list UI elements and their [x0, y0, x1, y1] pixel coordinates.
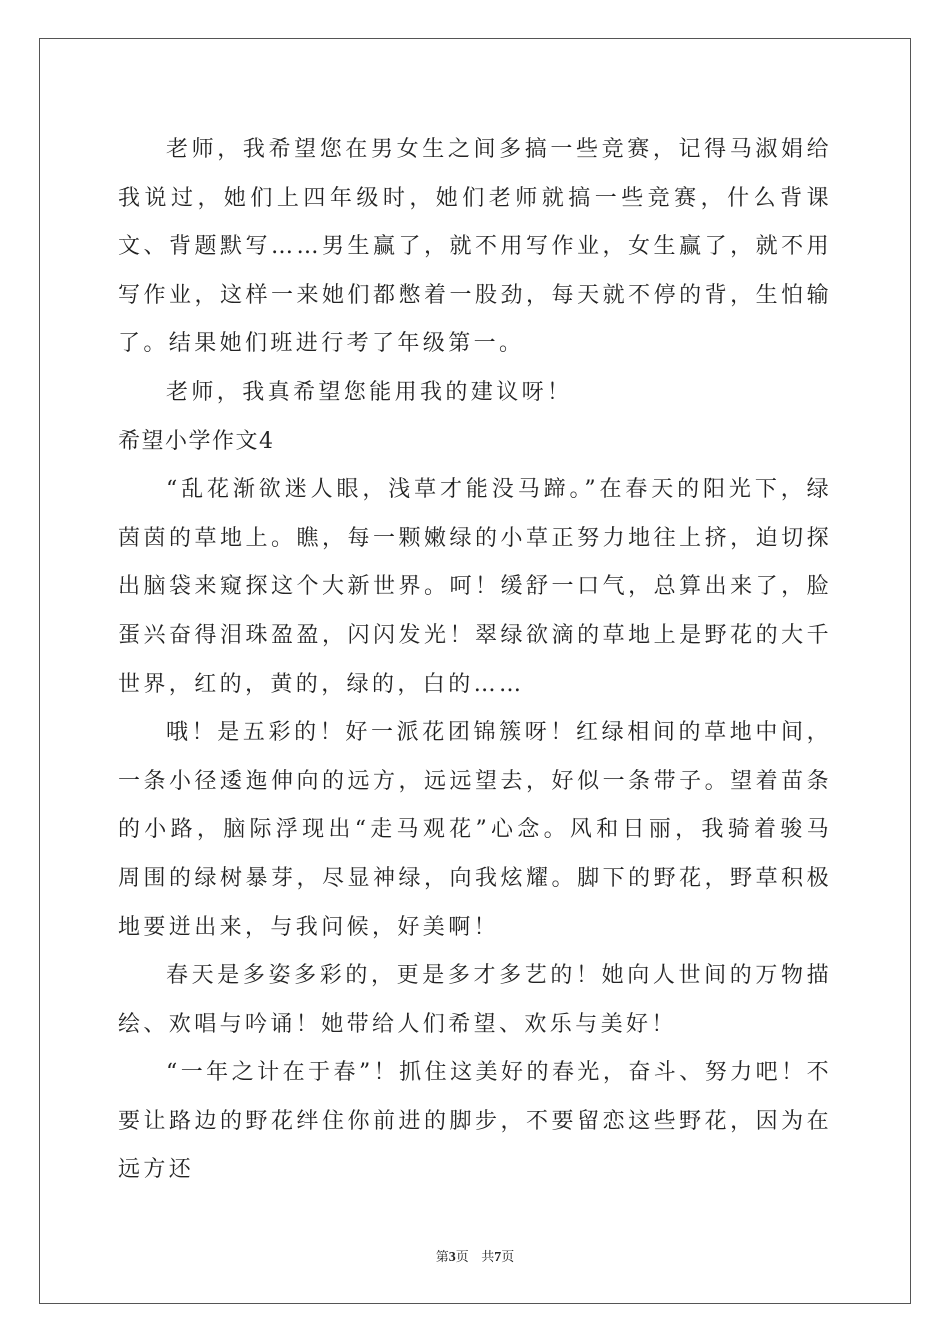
- paragraph: 哦！是五彩的！好一派花团锦簇呀！红绿相间的草地中间，一条小径逶迤伸向的远方，远远望去，好似一条带子。望着苗条的小路，脑际浮现出“走马观花”心念。风和日丽，我骑着骏马周围的绿树暴芽，尽显神绿，向我炫耀。脚下的野花，野草积极地要迸出来，与我问候，好美啊！: [118, 720, 832, 940]
- paragraph: “一年之计在于春”！抓住这美好的春光，奋斗、努力吧！不要让路边的野花绊住你前进的脚步，不要留恋这些野花，因为在远方还: [118, 1060, 832, 1183]
- paragraph: “乱花渐欲迷人眼，浅草才能没马蹄。”在春天的阳光下，绿茵茵的草地上。瞧，每一颗嫩绿的小草正努力地往上挤，迫切探出脑袋来窥探这个大新世界。呵！缓舒一口气，总算出来了，脸蛋兴奋得泪珠盈盈，闪闪发光！翠绿欲滴的草地上是野花的大千世界，红的，黄的，绿的，白的……: [118, 477, 832, 697]
- section-heading: 希望小学作文4: [118, 428, 275, 454]
- footer-suffix: 页: [501, 1250, 515, 1265]
- current-page-number: 3: [448, 1250, 456, 1265]
- page-footer: [0, 1246, 950, 1266]
- paragraph: 春天是多姿多彩的，更是多才多艺的！她向人世间的万物描绘、欢唱与吟诵！她带给人们希望、欢乐与美好！: [118, 963, 832, 1037]
- paragraph: 老师，我希望您在男女生之间多搞一些竞赛，记得马淑娟给我说过，她们上四年级时，她们老师就搞一些竞赛，什么背课文、背题默写……男生赢了，就不用写作业，女生赢了，就不用写作业，这样一来她们都憋着一股劲，每天就不停的背，生怕输了。结果她们班进行考了年级第一。: [118, 137, 832, 357]
- document-body: [118, 126, 832, 1195]
- footer-prefix: 第: [435, 1250, 449, 1265]
- paragraph: 老师，我真希望您能用我的建议呀！: [166, 379, 573, 405]
- footer-middle: 页 共: [455, 1250, 495, 1265]
- total-page-number: 7: [494, 1250, 502, 1265]
